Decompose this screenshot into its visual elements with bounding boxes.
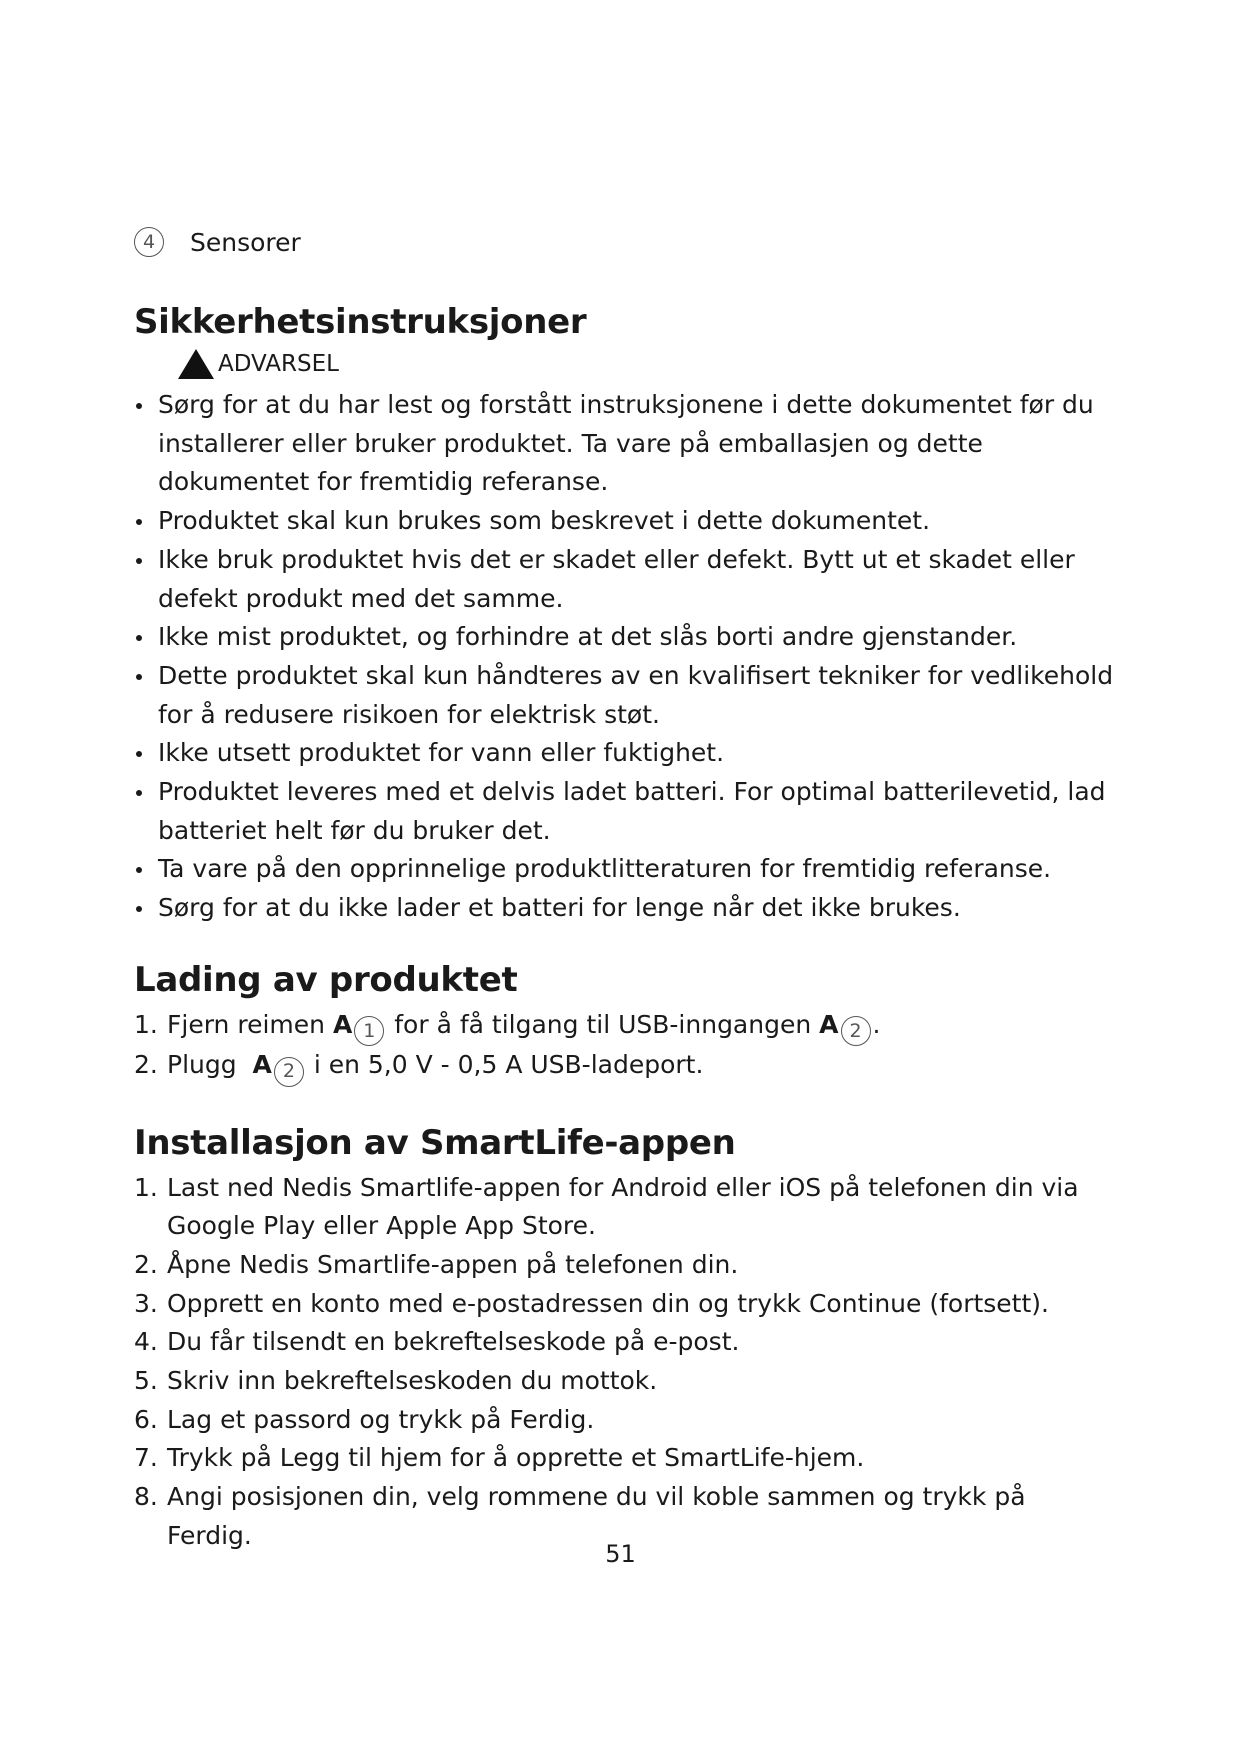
figure-ref-number: 1 [354,1016,384,1046]
warning-line [178,346,1114,382]
safety-bullet-list [134,386,1114,928]
step-text: Du får tilsendt en bekreftelseskode på e-post. [167,1327,740,1357]
list-item [134,1246,1114,1285]
list-item [134,1323,1114,1362]
list-item: Ta vare på den opprinnelige produktlitteraturen for fremtidig referanse. [134,850,1114,889]
list-item: Dette produktet skal kun håndteres av en kvalifisert tekniker for vedlikehold for å redusere risikoen for elektrisk støt. [134,657,1114,734]
step-number: 1. [134,1009,158,1039]
step-text: Lag et passord og trykk på Ferdig. [167,1404,595,1434]
charging-step-list [134,1006,1114,1087]
charging-step-2 [134,1046,1114,1086]
figure-ref-letter: A [819,1009,839,1039]
figure-ref-letter: A [332,1009,353,1039]
charging-step-1 [134,1006,1114,1046]
step-text: Åpne Nedis Smartlife-appen på telefonen din. [167,1249,739,1279]
page-number: 51 [605,1540,636,1568]
step-text: for å få tilgang til USB-inngangen [394,1009,812,1039]
install-heading: Installasjon av SmartLife-appen [134,1122,736,1163]
install-step-list [134,1169,1114,1556]
list-item [134,1439,1114,1478]
figure-ref-number: 2 [274,1057,304,1087]
step-number: 2. [134,1249,158,1279]
step-text: Plugg [167,1050,237,1080]
figure-ref-number: 2 [841,1016,871,1046]
step-number: 5. [134,1366,158,1396]
step-number: 1. [134,1172,158,1202]
step-text: Last ned Nedis Smartlife-appen for Android eller iOS på telefonen din via Google Play eller Apple App Store. [167,1172,1079,1241]
step-number: 3. [134,1288,158,1318]
step-text: Angi posisjonen din, velg rommene du vil koble sammen og trykk på Ferdig. [167,1482,1026,1550]
step-text: Opprett en konto med e-postadressen din og trykk Continue (fortsett). [167,1288,1049,1318]
step-text: i en 5,0 V - 0,5 A USB-ladeport. [313,1050,704,1080]
step-number: 4. [134,1327,158,1357]
list-item [134,1169,1114,1246]
list-item [134,1285,1114,1324]
step-number: 7. [134,1443,158,1473]
step-text: Skriv inn bekreftelseskoden du mottok. [167,1366,658,1396]
list-item: Produktet leveres med et delvis ladet batteri. For optimal batterilevetid, lad batteriet helt før du bruker det. [134,773,1114,850]
list-item: Produktet skal kun brukes som beskrevet i dette dokumentet. [134,502,1114,541]
step-number: 6. [134,1404,158,1434]
document-page [134,222,1114,1556]
list-item: Ikke bruk produktet hvis det er skadet eller defekt. Bytt ut et skadet eller defekt produkt med det samme. [134,541,1114,618]
step-text: . [872,1009,881,1039]
list-item: Sørg for at du ikke lader et batteri for lenge når det ikke brukes. [134,889,1114,928]
step-text: Trykk på Legg til hjem for å opprette et SmartLife-hjem. [167,1443,865,1473]
step-text: Fjern reimen [167,1009,325,1039]
charging-heading: Lading av produktet [134,959,518,1000]
list-item: Ikke mist produktet, og forhindre at det slås borti andre gjenstander. [134,618,1114,657]
step-number: 2. [134,1050,158,1080]
safety-heading: Sikkerhetsinstruksjoner [134,302,587,342]
figure-ref-letter: A [252,1050,272,1080]
warning-label: ADVARSEL [218,351,339,377]
sensor-label: Sensorer [190,227,301,257]
warning-triangle-icon [178,349,214,379]
list-item [134,1401,1114,1440]
list-item: Sørg for at du har lest og forstått instruksjonene i dette dokumentet før du installerer eller bruker produktet. Ta vare på emballasjen og dette dokumentet for fremtidig referanse. [134,386,1114,502]
sensor-number-badge: 4 [134,227,164,257]
list-item [134,1362,1114,1401]
step-number: 8. [134,1482,158,1512]
sensor-item [134,222,1114,262]
list-item: Ikke utsett produktet for vann eller fuktighet. [134,734,1114,773]
